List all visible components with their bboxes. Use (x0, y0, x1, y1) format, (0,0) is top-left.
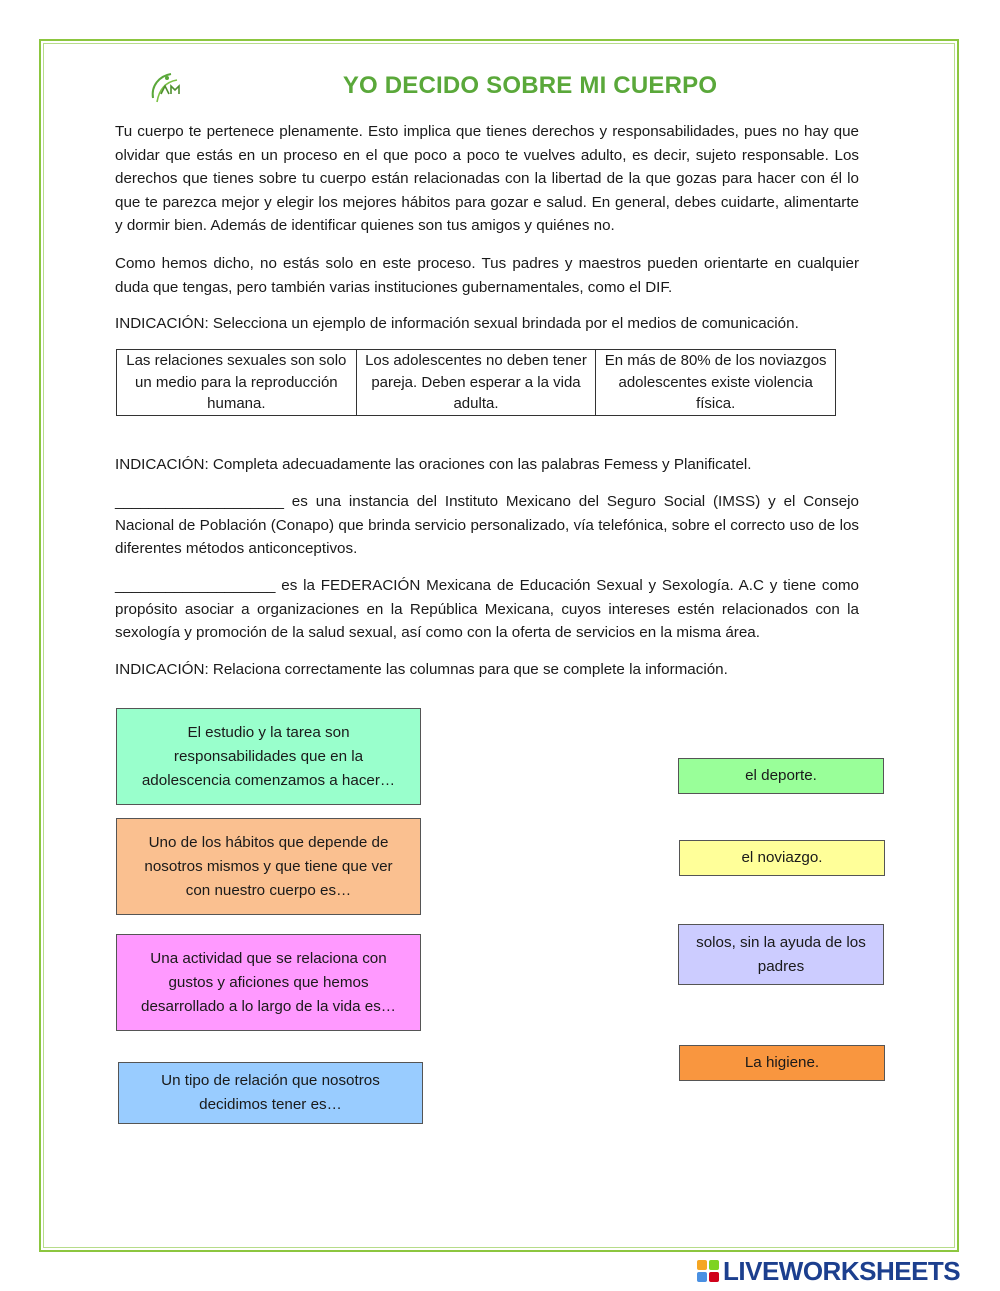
option-cell-1[interactable]: Las relaciones sexuales son solo un medio para la reproducción humana. (117, 350, 357, 416)
fill-blank-2[interactable]: ___________________ (115, 577, 276, 594)
option-cell-2[interactable]: Los adolescentes no deben tener pareja. Deben esperar a la vida adulta. (356, 350, 596, 416)
liveworksheets-wordmark: LIVEWORKSHEETS (723, 1255, 961, 1286)
liveworksheets-logo (697, 1255, 960, 1287)
match-right-text-2: el noviazgo. (741, 849, 823, 866)
fill-sentence-1-text: es una instancia del Instituto Mexicano del Seguro Social (IMSS) y el Consejo Nacional de Población (Conapo) que brinda servicio personalizado, vía telefónica, sobre el correcto uso de los diferentes métodos anticonceptivos. (115, 493, 859, 558)
intro-paragraph-1: Tu cuerpo te pertenece plenamente. Esto implica que tienes derechos y responsabilidades, pues no hay que olvidar que estás en un proceso en el que poco a poco te vuelves adulto, es decir, sujeto responsable. Los derechos que tienes sobre tu cuerpo están relacionadas con la libertad de la que gozas para hacer con él lo que te parezca mejor y elegir los mejores hábitos para gozar e salud. En general, debes cuidarte, alimentarte y dormir bien. Además de identificar quienes son tus amigos y quiénes no. (115, 123, 859, 235)
match-left-card-3[interactable] (116, 934, 421, 1031)
instruction-select: INDICACIÓN: Selecciona un ejemplo de información sexual brindada por el medios de comunicación. (115, 315, 799, 332)
match-left-text-2: Uno de los hábitos que depende de nosotros mismos y que tiene que ver con nuestro cuerpo es… (144, 833, 393, 899)
match-left-text-1: El estudio y la tarea son responsabilidades que en la adolescencia comenzamos a hacer… (141, 723, 396, 789)
match-left-card-2[interactable] (116, 818, 421, 915)
match-left-text-3: Una actividad que se relaciona con gustos y aficiones que hemos desarrollado a lo largo de la vida es… (141, 949, 396, 1015)
match-left-card-1[interactable] (116, 708, 421, 805)
instruction-complete: INDICACIÓN: Completa adecuadamente las oraciones con las palabras Femess y Planificatel. (115, 456, 752, 473)
match-right-card-3[interactable] (678, 924, 884, 985)
match-right-card-1[interactable] (678, 758, 884, 794)
match-right-text-3: solos, sin la ayuda de los padres (696, 933, 866, 975)
fill-sentence-2-text: es la FEDERACIÓN Mexicana de Educación Sexual y Sexología. A.C y tiene como propósito asociar a organizaciones en la República Mexicana, cuyos intereses estén relacionados con la sexología y promoción de la salud sexual, así como con la oferta de servicios en la misma área. (115, 577, 859, 642)
fill-blank-1[interactable]: ____________________ (115, 493, 284, 510)
page-title: YO DECIDO SOBRE MI CUERPO (342, 72, 718, 99)
intro-paragraph-2: Como hemos dicho, no estás solo en este proceso. Tus padres y maestros pueden orientarte en cualquier duda que tengas, pero también varias instituciones gubernamentales, como el DIF. (115, 255, 859, 296)
match-left-text-4: Un tipo de relación que nosotros decidimos tener es… (161, 1072, 380, 1113)
option-cell-3[interactable]: En más de 80% de los noviazgos adolescentes existe violencia física. (596, 350, 836, 416)
fill-sentence-2 (115, 574, 859, 645)
school-logo-icon (147, 68, 189, 106)
match-right-card-2[interactable] (679, 840, 885, 876)
options-table (116, 349, 836, 416)
match-right-card-4[interactable] (679, 1045, 885, 1081)
match-right-text-4: La higiene. (744, 1054, 820, 1071)
match-right-text-1: el deporte. (745, 767, 817, 784)
liveworksheets-blocks-icon (697, 1260, 719, 1282)
fill-sentence-1 (115, 490, 859, 561)
instruction-match: INDICACIÓN: Relaciona correctamente las columnas para que se complete la información. (115, 661, 728, 678)
match-left-card-4[interactable] (118, 1062, 423, 1124)
